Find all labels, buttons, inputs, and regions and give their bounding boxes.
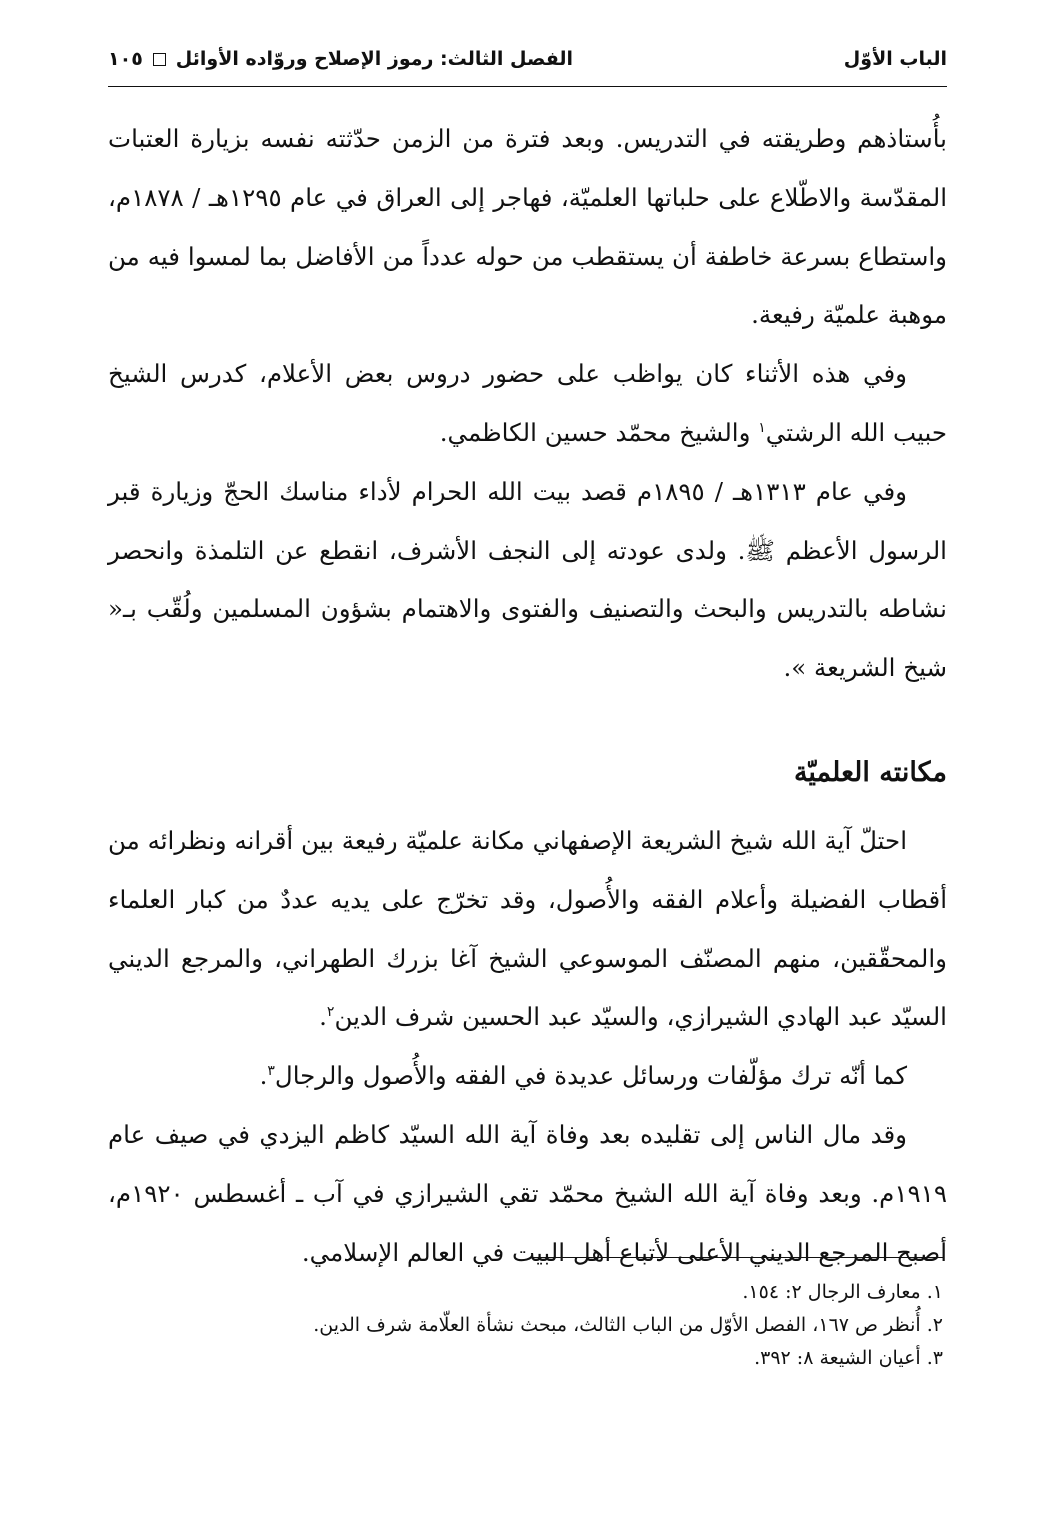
page-number: ١٠٥: [108, 48, 143, 70]
paragraph-2-text: وفي هذه الأثناء كان يواظب على حضور دروس بعض الأعلام، كدرس الشيخ حبيب الله الرشتي: [108, 359, 947, 447]
paragraph-6: وقد مال الناس إلى تقليده بعد وفاة آية الله السيّد كاظم اليزدي في صيف عام ١٩١٩م. وبعد وفاة آية الله الشيخ محمّد تقي الشيرازي في آب ـ أغسطس ١٩٢٠م، أصبح المرجع الديني الأعلى لأتباع أهل البيت في العالم الإسلامي.: [108, 1119, 947, 1267]
footnote-ref-1: ١: [758, 419, 766, 436]
header-rule: [108, 86, 947, 87]
square-separator-icon: [153, 53, 166, 66]
section-title: الفصل الثالث: رموز الإصلاح وروّاده الأوائل: [175, 48, 574, 70]
footnote-2: ٢. أُنظر ص ١٦٧، الفصل الأوّل من الباب الثالث، مبحث نشأة العلّامة شرف الدين.: [313, 1314, 943, 1336]
chapter-title: الباب الأوّل: [843, 48, 947, 70]
footnote-ref-2: ٢: [326, 1004, 335, 1021]
running-header: [108, 42, 947, 86]
paragraph-5: كما أنّه ترك مؤلّفات ورسائل عديدة في الفقه والأُصول والرجال$^٣$.: [259, 1061, 907, 1091]
footnote-3: ٣. أعيان الشيعة ٨: ٣٩٢.: [754, 1347, 943, 1369]
header-section: [108, 48, 573, 70]
main-text: [108, 110, 947, 1282]
paragraph-1: بأُستاذهم وطريقته في التدريس. وبعد فترة من الزمن حدّثته نفسه بزيارة العتبات المقدّسة والاطّلاع على حلباتها العلميّة، فهاجر إلى العراق في عام ١٢٩٥هـ / ١٨٧٨م، واستطاع بسرعة خاطفة أن يستقطب من حوله عدداً من الأفاضل بما لمسوا فيه من موهبة علميّة رفيعة.: [108, 124, 948, 330]
paragraph-3: وفي عام ١٣١٣هـ / ١٨٩٥م قصد بيت الله الحرام لأداء مناسك الحجّ وزيارة قبر الرسول الأعظم ﷺ. ولدى عودته إلى النجف الأشرف، انقطع عن التلمذة وانحصر نشاطه بالتدريس والبحث والتصنيف والفتوى والاهتمام بشؤون المسلمين ولُقّب بـ« شيخ الشريعة ».: [108, 476, 947, 683]
footnote-rule: [530, 1257, 943, 1258]
footnote-1: ١. معارف الرجال ٢: ١٥٤.: [742, 1281, 943, 1303]
footnote-ref-3: ٣: [267, 1063, 275, 1079]
paragraph-5-text: كما أنّه ترك مؤلّفات ورسائل عديدة في الفقه والأُصول والرجال: [274, 1061, 907, 1091]
footnotes: [108, 1276, 943, 1375]
paragraph-4: احتلّ آية الله شيخ الشريعة الإصفهاني مكانة علميّة رفيعة بين أقرانه ونظرائه من أقطاب الفضيلة وأعلام الفقه والأُصول، وقد تخرّج على يديه عددٌ من كبار العلماء والمحقّقين، منهم المصنّف الموسوعي الشيخ آغا بزرك الطهراني، والمرجع الديني السيّد عبد الهادي الشيرازي، والسيّد عبد الحسين شرف الدين$^٢$.: [108, 825, 947, 1032]
section-heading: مكانته العلميّة: [793, 756, 947, 788]
paragraph-2: [108, 345, 947, 463]
paragraph-2-end: والشيخ محمّد حسين الكاظمي.: [439, 417, 751, 447]
paragraph-4-text: احتلّ آية الله شيخ الشريعة الإصفهاني مكانة علميّة رفيعة بين أقرانه ونظرائه من أقطاب الفضيلة وأعلام الفقه والأُصول، وقد تخرّج على يديه عددٌ من كبار العلماء والمحقّقين، منهم المصنّف الموسوعي الشيخ آغا بزرك الطهراني، والمرجع الديني السيّد عبد الهادي الشيرازي، والسيّد عبد الحسين شرف الدين: [108, 825, 947, 1032]
